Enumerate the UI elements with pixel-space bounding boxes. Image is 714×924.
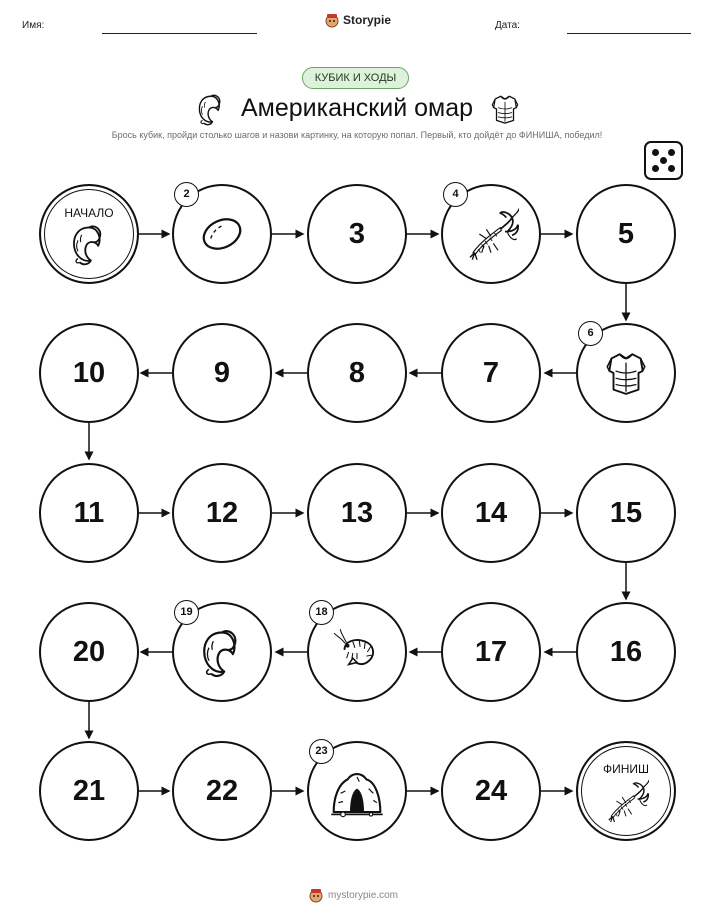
board-cell-2[interactable] [172,184,272,284]
cell-number: 22 [205,774,239,807]
cell-number: 13 [340,496,374,529]
cell-number: 10 [72,356,106,389]
cell-number-badge: 18 [309,600,334,625]
cell-number-badge: 6 [578,321,603,346]
board-cell-20[interactable] [39,602,139,702]
board-cell-4[interactable] [441,184,541,284]
footer-url[interactable]: mystorypie.com [328,889,399,901]
start-cell[interactable] [39,184,139,284]
board-cell-16[interactable] [576,602,676,702]
board-cell-23[interactable] [307,741,407,841]
cell-number: 9 [213,356,231,389]
category-tag: КУБИК И ХОДЫ [302,67,409,89]
board-cell-7[interactable] [441,323,541,423]
board-cell-11[interactable] [39,463,139,563]
cell-number: 17 [474,635,508,668]
cell-number: 16 [609,635,643,668]
board-cell-5[interactable] [576,184,676,284]
board-cell-19[interactable] [172,602,272,702]
mascot-icon [308,887,324,903]
cell-number: 20 [72,635,106,668]
cell-number: 14 [474,496,508,529]
board-cell-3[interactable] [307,184,407,284]
board-cell-18[interactable] [307,602,407,702]
date-label: Дата: [495,20,520,31]
cell-number: 5 [617,217,635,250]
cell-number: 15 [609,496,643,529]
board-cell-24[interactable] [441,741,541,841]
armor-shell-icon [601,348,651,398]
cell-number-badge: 2 [174,182,199,207]
shrimp-icon [332,627,382,677]
page-title: Американский омар [240,94,474,122]
board-cell-13[interactable] [307,463,407,563]
start-label: НАЧАЛО [64,206,114,220]
cell-number: 21 [72,774,106,807]
footer [308,887,398,903]
cave-icon [329,763,385,819]
cell-number: 24 [474,774,508,807]
cell-number-badge: 4 [443,182,468,207]
finish-label: ФИНИШ [602,762,650,776]
instructions: Брось кубик, пройди столько шагов и назови картинку, на которую попал. Первый, кто дойдёт до ФИНИША, победил! [111,130,603,140]
board-cell-10[interactable] [39,323,139,423]
cell-number-badge: 19 [174,600,199,625]
board-cell-15[interactable] [576,463,676,563]
lobster-claw-icon [196,626,248,678]
lobster-icon [603,778,649,824]
cell-number-badge: 23 [309,739,334,764]
cell-number: 11 [73,496,105,529]
board-cell-9[interactable] [172,323,272,423]
cell-number: 3 [348,217,366,250]
lobster-egg-icon [195,207,249,261]
brand-name: Storypie [343,13,392,27]
board-cell-6[interactable] [576,323,676,423]
board-cell-21[interactable] [39,741,139,841]
cell-number: 7 [482,356,500,389]
board-cell-12[interactable] [172,463,272,563]
name-label: Имя: [22,20,45,31]
lobster-icon [463,206,519,262]
lobster-claw-icon [67,222,111,266]
cell-number: 12 [205,496,239,529]
board-cell-14[interactable] [441,463,541,563]
cell-number: 8 [348,356,366,389]
finish-cell[interactable] [576,741,676,841]
board-cell-8[interactable] [307,323,407,423]
board-cell-17[interactable] [441,602,541,702]
board-cell-22[interactable] [172,741,272,841]
